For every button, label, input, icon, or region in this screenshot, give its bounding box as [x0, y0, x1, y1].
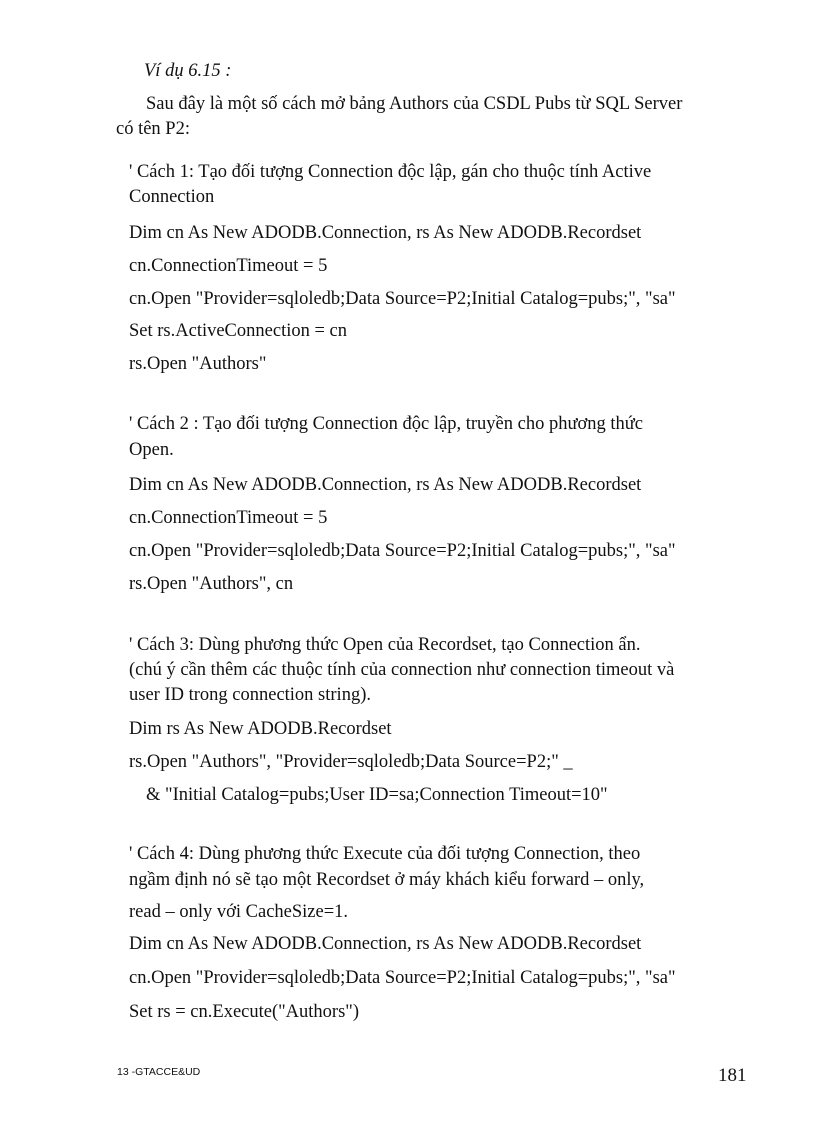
code-line: Dim cn As New ADODB.Connection, rs As New ADODB.Recordset: [129, 475, 642, 495]
code-line: Dim cn As New ADODB.Connection, rs As New ADODB.Recordset: [129, 223, 642, 243]
code-line: rs.Open "Authors", cn: [129, 574, 294, 594]
intro-line: Sau đây là một số cách mở bảng Authors của CSDL Pubs từ SQL Server: [146, 94, 683, 114]
code-line: cn.ConnectionTimeout = 5: [129, 256, 328, 276]
comment-line: ' Cách 2 : Tạo đối tượng Connection độc lập, truyền cho phương thức: [129, 414, 644, 434]
code-line: Dim rs As New ADODB.Recordset: [129, 719, 392, 739]
page-number: 181: [718, 1065, 747, 1086]
example-title: Ví dụ 6.15 :: [144, 61, 232, 81]
code-line: Dim cn As New ADODB.Connection, rs As New ADODB.Recordset: [129, 934, 642, 954]
comment-line: read – only với CacheSize=1.: [129, 902, 349, 922]
code-line: Set rs.ActiveConnection = cn: [129, 321, 347, 341]
comment-line: ' Cách 4: Dùng phương thức Execute của đối tượng Connection, theo: [129, 844, 641, 864]
code-line: rs.Open "Authors", "Provider=sqloledb;Data Source=P2;" _: [129, 752, 573, 772]
comment-line: (chú ý cần thêm các thuộc tính của connection như connection timeout và: [129, 660, 675, 680]
code-line: cn.Open "Provider=sqloledb;Data Source=P2;Initial Catalog=pubs;", "sa": [129, 968, 676, 988]
comment-line: Open.: [129, 440, 174, 460]
comment-line: ' Cách 3: Dùng phương thức Open của Recordset, tạo Connection ẩn.: [129, 635, 641, 655]
footer-code: 13 -GTACCE&UD: [117, 1066, 201, 1078]
code-line: rs.Open "Authors": [129, 354, 267, 374]
comment-line: ' Cách 1: Tạo đối tượng Connection độc lập, gán cho thuộc tính Active: [129, 162, 652, 182]
code-line: cn.Open "Provider=sqloledb;Data Source=P2;Initial Catalog=pubs;", "sa": [129, 289, 676, 309]
code-line: Set rs = cn.Execute("Authors"): [129, 1002, 360, 1022]
intro-line: có tên P2:: [116, 119, 190, 139]
code-line: & "Initial Catalog=pubs;User ID=sa;Connection Timeout=10": [146, 785, 608, 805]
code-line: cn.Open "Provider=sqloledb;Data Source=P2;Initial Catalog=pubs;", "sa": [129, 541, 676, 561]
comment-line: user ID trong connection string).: [129, 685, 371, 705]
comment-line: ngầm định nó sẽ tạo một Recordset ở máy khách kiểu forward – only,: [129, 870, 645, 890]
comment-line: Connection: [129, 187, 215, 207]
code-line: cn.ConnectionTimeout = 5: [129, 508, 328, 528]
